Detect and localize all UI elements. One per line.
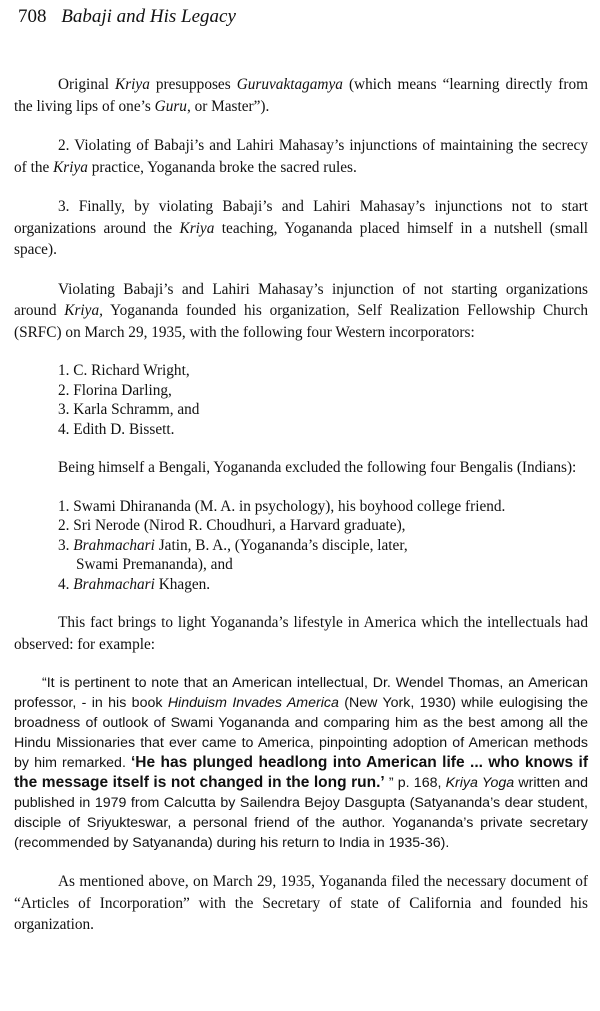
list-item: 3. Brahmachari Jatin, B. A., (Yogananda’s disciple, later,: [58, 536, 408, 554]
list-item: 4. Brahmachari Khagen.: [58, 575, 211, 593]
incorporators-list: [14, 361, 588, 439]
block-quote: “It is pertinent to note that an American intellectual, Dr. Wendel Thomas, an American professor, - in his book Hinduism Invades America (New York, 1930) while eulogising the broadness of outlook of Swami Yogananda and comparing him as the best among all the Hindu Missionaries that ever came to America, pinpointing adoption of American methods by him remarked. ‘He has plunged headlong into American life ... who knows if the message itself is not changed in the long run.’ ” p. 168, Kriya Yoga written and published in 1979 from Calcutta by Sailendra Bejoy Dasgupta (Satyananda’s dear student, disciple of Sriyukteswar, a personal friend of the author. Yogananda’s private secretary (recommended by Satyananda) during his return to India in 1935-36).: [14, 675, 588, 851]
running-title: Babaji and His Legacy: [61, 6, 236, 27]
list-item: 4. Edith D. Bissett.: [58, 420, 175, 438]
list-item: 1. Swami Dhirananda (M. A. in psychology), his boyhood college friend.: [58, 497, 506, 515]
paragraph-2: 2. Violating of Babaji’s and Lahiri Mahasay’s injunctions of maintaining the secrecy of the Kriya practice, Yogananda broke the sacred rules.: [14, 137, 588, 176]
bengalis-list: [14, 497, 588, 595]
paragraph-7: As mentioned above, on March 29, 1935, Yogananda filed the necessary document of “Articles of Incorporation” with the Secretary of state of California and founded his organization.: [14, 873, 588, 933]
paragraph-1: Original Kriya presupposes Guruvaktagamya (which means “learning directly from the living lips of one’s Guru, or Master”).: [14, 76, 588, 115]
list-item: 2. Florina Darling,: [58, 381, 172, 399]
list-item: 2. Sri Nerode (Nirod R. Choudhuri, a Harvard graduate),: [58, 517, 406, 534]
paragraph-6: This fact brings to light Yogananda’s lifestyle in America which the intellectuals had observed: for example:: [14, 614, 588, 653]
list-item: 3. Karla Schramm, and: [58, 401, 200, 418]
page-header: [18, 6, 588, 28]
list-item: 1. C. Richard Wright,: [58, 362, 190, 379]
list-item-continuation: Swami Premananda), and: [76, 556, 233, 573]
page-number: 708: [18, 6, 47, 27]
paragraph-5: Being himself a Bengali, Yogananda excluded the following four Bengalis (Indians):: [58, 459, 577, 476]
paragraph-3: 3. Finally, by violating Babaji’s and Lahiri Mahasay’s injunctions not to start organizations around the Kriya teaching, Yogananda placed himself in a nutshell (small space).: [14, 198, 588, 258]
paragraph-4: Violating Babaji’s and Lahiri Mahasay’s injunction of not starting organizations around Kriya, Yogananda founded his organization, Self Realization Fellowship Church (SRFC) on March 29, 1935, with the following four Western incorporators:: [14, 280, 588, 341]
